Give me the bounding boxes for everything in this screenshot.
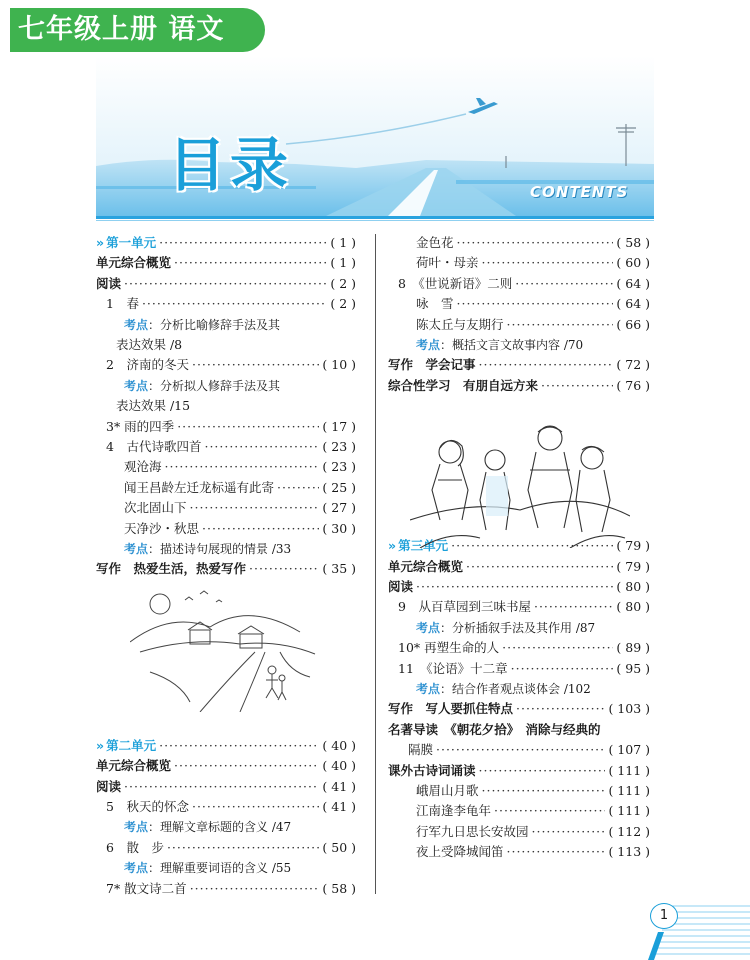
entry-title: 综合性学习 有朋自远方来 — [388, 377, 539, 393]
exam-point-label: 考点 — [416, 338, 441, 352]
entry-title: 夜上受降城闻笛 — [416, 844, 504, 860]
toc-entry — [416, 233, 650, 253]
toc-entry — [416, 253, 650, 273]
exam-point-label: 考点 — [124, 861, 149, 876]
exam-point — [124, 315, 356, 335]
page-title: 目录 — [168, 131, 293, 199]
toc-entry — [398, 638, 650, 658]
entry-title: 2 济南的冬天 — [106, 357, 189, 373]
leader-dots — [532, 822, 606, 842]
toc-entry — [106, 797, 356, 817]
page-ref: ( 112 ) — [608, 823, 650, 839]
page-ref: ( 40 ) — [322, 758, 356, 774]
toc-entry — [388, 376, 650, 396]
page-ref: ( 111 ) — [608, 803, 650, 819]
leader-dots — [511, 659, 614, 679]
toc-entry — [388, 557, 650, 577]
page-ref: ( 76 ) — [616, 377, 650, 393]
toc-entry — [416, 822, 650, 842]
page-ref: ( 89 ) — [616, 640, 650, 656]
entry-title: ：分析插叙手法及其作用 /87 — [440, 620, 596, 635]
page-ref: ( 23 ) — [322, 459, 356, 475]
unit-heading — [96, 736, 356, 756]
page-ref: ( 58 ) — [616, 235, 650, 250]
leader-dots — [192, 355, 319, 375]
page-ref: ( 111 ) — [608, 783, 650, 798]
page-ref: ( 41 ) — [322, 778, 356, 794]
entry-title: 阅读 — [388, 579, 414, 594]
leader-dots — [174, 756, 319, 776]
page-ref: ( 50 ) — [322, 839, 356, 855]
page-ref: ( 10 ) — [322, 357, 356, 373]
page-ref: ( 60 ) — [616, 255, 650, 271]
leader-dots — [515, 274, 613, 294]
toc-entry — [124, 519, 356, 539]
leader-dots — [516, 699, 605, 719]
leader-dots — [277, 478, 319, 498]
entry-title: 第一单元 — [106, 235, 157, 250]
entry-title: ：理解文章标题的含义 /47 — [148, 820, 292, 835]
leader-dots — [204, 437, 319, 457]
exam-point — [416, 335, 650, 355]
leader-dots — [502, 638, 613, 658]
toc-entry — [416, 781, 650, 801]
entry-title: 表达效果 /8 — [116, 337, 183, 352]
toc-entry — [96, 274, 356, 294]
page-ref: ( 30 ) — [322, 520, 356, 536]
toc-entry — [398, 274, 650, 294]
entry-title: 1 春 — [106, 296, 139, 312]
entry-title: ：理解重要词语的含义 /55 — [148, 861, 292, 876]
entry-title: 9 从百草园到三味书屋 — [398, 599, 531, 615]
entry-title: 5 秋天的怀念 — [106, 799, 189, 814]
entry-title: 3* 雨的四季 — [106, 418, 175, 434]
leader-dots — [494, 801, 605, 821]
entry-title: 写作 写人要抓住特点 — [388, 701, 514, 717]
toc-entry — [116, 396, 356, 416]
entry-title: 金色花 — [416, 235, 454, 250]
entry-title: 阅读 — [96, 275, 122, 291]
entry-title: 单元综合概览 — [96, 758, 172, 774]
leader-dots — [457, 294, 614, 314]
page-ref: ( 2 ) — [330, 296, 356, 312]
toc-entry — [416, 315, 650, 335]
toc-entry — [416, 294, 650, 314]
banner-divider-thin — [96, 220, 654, 221]
toc-entry — [106, 417, 356, 437]
page-number: 1 — [650, 903, 678, 929]
leader-dots — [159, 233, 327, 253]
exam-point-label: 考点 — [124, 820, 149, 835]
leader-dots — [249, 559, 319, 579]
entry-title: 第二单元 — [106, 737, 157, 753]
exam-point-label: 考点 — [416, 682, 441, 696]
leader-dots — [507, 842, 606, 862]
entry-title: 隔膜 — [408, 742, 434, 758]
entry-title: 4 古代诗歌四首 — [106, 439, 202, 454]
leader-dots — [507, 315, 614, 335]
toc-left-column — [96, 233, 356, 913]
entry-title: ：分析拟人修辞手法及其 — [148, 378, 281, 393]
toc-entry — [408, 740, 650, 760]
toc-entry — [388, 355, 650, 375]
page-ref: ( 64 ) — [616, 275, 650, 291]
entry-title: 11 《论语》十二章 — [398, 660, 508, 676]
page-ref: ( 25 ) — [322, 479, 356, 495]
leader-dots — [192, 797, 319, 817]
page-ref: ( 23 ) — [322, 439, 356, 454]
exam-point — [124, 376, 356, 396]
page-ref: ( 80 ) — [616, 599, 650, 615]
leader-dots — [159, 736, 319, 756]
leader-dots — [466, 557, 613, 577]
toc-entry — [398, 659, 650, 679]
page-ref: ( 95 ) — [616, 660, 650, 676]
entry-title: 天净沙・秋思 — [124, 520, 200, 536]
toc-entry — [106, 879, 356, 899]
leader-dots — [482, 781, 606, 801]
page-ref: ( 1 ) — [330, 235, 356, 250]
toc-entry — [96, 756, 356, 776]
toc-entry — [388, 761, 650, 781]
toc-entry — [106, 437, 356, 457]
leader-dots — [124, 777, 319, 797]
toc-entry — [96, 559, 356, 579]
toc-entry — [416, 801, 650, 821]
column-divider — [375, 234, 376, 894]
entry-title: 表达效果 /15 — [116, 398, 191, 414]
entry-title: 陈太丘与友期行 — [416, 316, 504, 332]
entry-title: ：概括文言文故事内容 /70 — [440, 338, 584, 352]
entry-title: 第三单元 — [398, 538, 449, 554]
toc-entry — [106, 355, 356, 375]
leader-dots — [177, 417, 319, 437]
exam-point-label: 考点 — [124, 378, 149, 393]
toc-entry — [96, 777, 356, 797]
leader-dots — [190, 498, 320, 518]
page-ref: ( 40 ) — [322, 737, 356, 753]
leader-dots — [124, 274, 327, 294]
exam-point-label: 考点 — [124, 542, 149, 556]
leader-dots — [167, 838, 319, 858]
exam-point-label: 考点 — [416, 620, 441, 635]
toc-entry — [398, 597, 650, 617]
toc-entry — [388, 577, 650, 597]
page-ref: ( 35 ) — [322, 561, 356, 577]
page-ref: ( 27 ) — [322, 500, 356, 516]
leader-dots — [202, 519, 319, 539]
page-ref: ( 66 ) — [616, 316, 650, 332]
page-ref: ( 113 ) — [608, 844, 650, 860]
unit-heading — [96, 233, 356, 253]
entry-title: 8 《世说新语》二则 — [398, 275, 513, 291]
toc-entry — [106, 294, 356, 314]
exam-point — [124, 539, 356, 559]
exam-point — [124, 858, 356, 878]
entry-title: 单元综合概览 — [388, 558, 464, 574]
toc-entry — [124, 498, 356, 518]
leader-dots — [482, 253, 614, 273]
page-ref: ( 107 ) — [608, 742, 650, 758]
leader-dots — [165, 457, 320, 477]
page-ref: ( 2 ) — [330, 275, 356, 291]
leader-dots — [142, 294, 327, 314]
toc-entry — [96, 253, 356, 273]
grade-subject-tag: 七年级上册 语文 — [10, 8, 265, 52]
friends-hiking-illustration — [410, 420, 630, 548]
entry-title: ：描述诗句展现的情景 /33 — [148, 542, 292, 556]
leader-dots — [416, 577, 613, 597]
entry-title: 写作 热爱生活，热爱写作 — [96, 561, 247, 577]
page-ref: ( 58 ) — [322, 880, 356, 896]
page-ref: ( 79 ) — [616, 558, 650, 574]
toc-entry — [416, 842, 650, 862]
entry-title: 咏 雪 — [416, 296, 454, 312]
entry-title: 荷叶・母亲 — [416, 255, 479, 271]
entry-title: 行军九日思长安故园 — [416, 823, 529, 839]
double-chevron-icon: » — [388, 538, 397, 554]
entry-title: 江南逢李龟年 — [416, 803, 492, 819]
entry-title: 观沧海 — [124, 459, 162, 475]
leader-dots — [174, 253, 327, 273]
leader-dots — [436, 740, 605, 760]
entry-title: 7* 散文诗二首 — [106, 880, 187, 896]
entry-title: 课外古诗词诵读 — [388, 762, 476, 778]
leader-dots — [457, 233, 614, 253]
entry-title: 峨眉山月歌 — [416, 783, 479, 798]
toc-entry — [124, 457, 356, 477]
page-ref: ( 41 ) — [322, 799, 356, 814]
double-chevron-icon: » — [96, 235, 105, 250]
page-ref: ( 64 ) — [616, 296, 650, 312]
entry-title: 6 散 步 — [106, 839, 164, 855]
entry-title: ：分析比喻修辞手法及其 — [148, 317, 281, 332]
village-road-illustration — [130, 582, 320, 712]
exam-point-label: 考点 — [124, 317, 149, 332]
entry-title: 阅读 — [96, 778, 122, 794]
entry-title: ：结合作者观点谈体会 /102 — [440, 682, 591, 696]
entry-title: 次北固山下 — [124, 500, 187, 516]
page-ref: ( 111 ) — [608, 762, 650, 778]
entry-title: 写作 学会记事 — [388, 357, 476, 373]
exam-point — [416, 679, 650, 699]
page-ref: ( 1 ) — [330, 255, 356, 271]
page-ref: ( 80 ) — [616, 579, 650, 594]
entry-title: 名著导读 《朝花夕拾》 消除与经典的 — [388, 721, 601, 737]
leader-dots — [534, 597, 613, 617]
toc-right-column — [388, 233, 650, 913]
leader-dots — [479, 355, 614, 375]
double-chevron-icon: » — [96, 737, 105, 753]
entry-title: 闻王昌龄左迁龙标遥有此寄 — [124, 479, 275, 495]
toc-entry — [124, 478, 356, 498]
page-ref: ( 17 ) — [322, 418, 356, 434]
contents-label: CONTENTS — [530, 183, 629, 201]
toc-entry — [106, 838, 356, 858]
banner-divider — [96, 216, 654, 219]
page-ref: ( 103 ) — [608, 701, 650, 717]
exam-point — [124, 817, 356, 837]
page-ref: ( 79 ) — [616, 538, 650, 554]
entry-title: 单元综合概览 — [96, 255, 172, 271]
leader-dots — [479, 761, 606, 781]
toc-entry — [116, 335, 356, 355]
exam-point — [416, 618, 650, 638]
leader-dots — [190, 879, 320, 899]
leader-dots — [541, 376, 613, 396]
toc-entry — [388, 720, 650, 740]
toc-entry — [388, 699, 650, 719]
entry-title: 10* 再塑生命的人 — [398, 640, 500, 656]
page-ref: ( 72 ) — [616, 357, 650, 373]
